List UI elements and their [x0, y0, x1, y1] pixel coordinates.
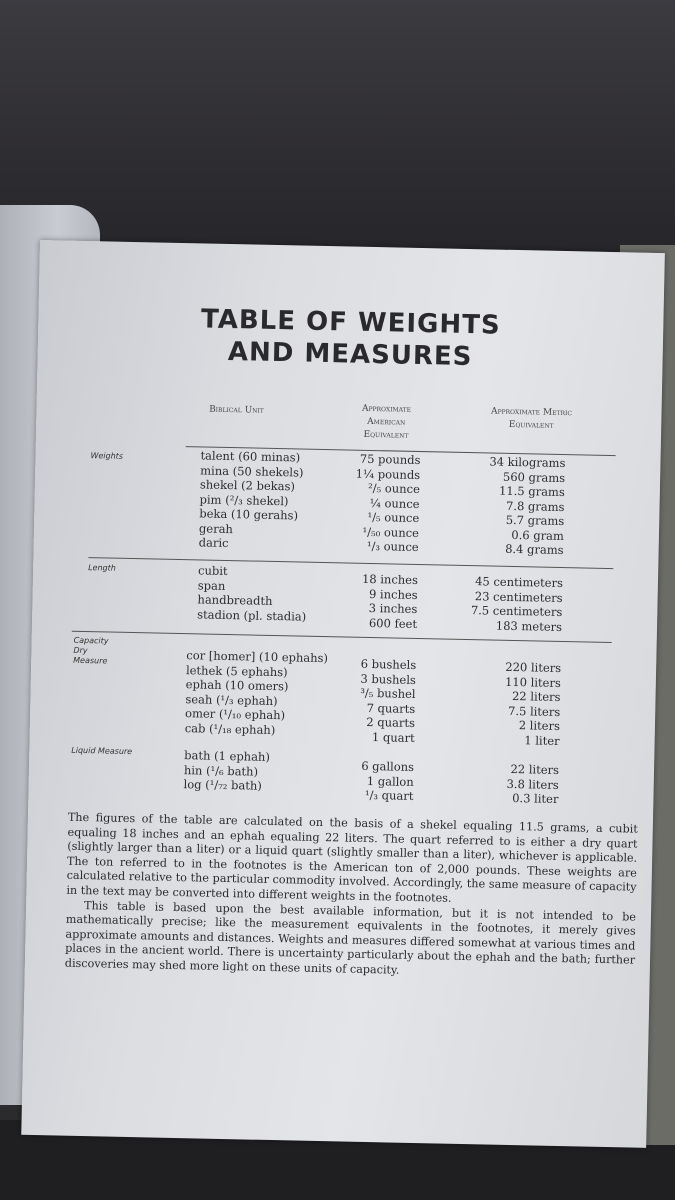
length-units: [197, 563, 307, 623]
unit-cell: talent (60 minas): [200, 448, 301, 465]
unit-cell: omer (¹/₁₀ ephah): [184, 706, 286, 723]
liquid-metric: [458, 761, 559, 807]
book-page: [21, 240, 665, 1148]
american-cell: ¹/₃ ounce: [366, 538, 419, 554]
unit-cell: hin (¹/₆ bath): [183, 762, 259, 779]
american-cell: ²/₅ ounce: [367, 480, 421, 497]
metric-cell: 7.8 grams: [505, 498, 565, 514]
american-cell: 1 quart: [371, 729, 415, 745]
unit-cell: span: [197, 577, 226, 593]
unit-cell: handbreadth: [197, 592, 273, 608]
metric-cell: 3.8 liters: [506, 776, 559, 792]
title-line-1: TABLE OF WEIGHTS: [200, 304, 501, 341]
american-cell: 1¼ pounds: [355, 466, 421, 482]
section-label-dry-measure: Capacity Dry Measure: [73, 635, 109, 666]
american-cell: 2 quarts: [366, 714, 416, 730]
american-cell: 7 quarts: [366, 700, 416, 716]
unit-cell: pim (²/₃ shekel): [199, 491, 289, 508]
unit-cell: log (¹/₇₂ bath): [183, 777, 262, 793]
american-cell: 9 inches: [368, 586, 418, 602]
length-american: [332, 571, 418, 631]
metric-cell: 8.4 grams: [505, 541, 564, 558]
page-title: [37, 300, 663, 377]
metric-cell: 34 kilograms: [489, 454, 566, 471]
header-biblical-unit: Biblical Unit: [209, 404, 264, 416]
metric-cell: 560 grams: [502, 469, 566, 485]
unit-cell: gerah: [198, 520, 234, 536]
metric-cell: 1 liter: [524, 732, 560, 748]
title-line-2: AND MEASURES: [227, 336, 473, 373]
liquid-units: [183, 748, 270, 793]
section-rule: [88, 557, 613, 569]
unit-cell: seah (¹/₃ ephah): [185, 691, 278, 708]
metric-cell: 110 liters: [504, 674, 561, 690]
american-cell: ¹/₃ quart: [364, 787, 414, 803]
background-fabric: [0, 0, 675, 260]
section-label-liquid-measure: Liquid Measure: [71, 745, 133, 757]
american-cell: 6 gallons: [361, 758, 415, 774]
american-cell: ¼ ounce: [369, 495, 420, 511]
unit-cell: ephah (10 omers): [185, 677, 289, 694]
unit-cell: stadion (pl. stadia): [197, 606, 307, 624]
american-cell: ³/₅ bushel: [360, 685, 416, 701]
dry-american: [330, 656, 417, 745]
american-cell: 3 bushels: [360, 671, 417, 687]
american-cell: ¹/₅₀ ounce: [362, 524, 420, 540]
unit-cell: mina (50 shekels): [200, 462, 304, 480]
metric-cell: 0.3 liter: [512, 791, 559, 806]
header-american: Approximate American Equivalent: [361, 403, 412, 441]
header-metric: Approximate Metric Equivalent: [490, 406, 573, 431]
liquid-american: [328, 758, 414, 803]
metric-cell: 7.5 liters: [507, 703, 561, 719]
weights-american: [334, 451, 421, 554]
section-label-length: Length: [88, 563, 116, 573]
american-cell: 75 pounds: [359, 451, 421, 468]
note-paragraph-2: This table is based upon the best available information, but it is not intended to be mathematically precise; like the measurement equivalents in the footnotes, it merely gives approximate amounts and distances. Weights and measures differed somewhat at various times and places in the ancient world. There is uncertainty particularly about the ephah and the bath; further discoveries may shed more light on these units of capacity.: [64, 898, 637, 977]
american-cell: 3 inches: [368, 600, 418, 616]
american-cell: 18 inches: [361, 571, 419, 587]
dry-metric: [459, 659, 561, 748]
unit-cell: cubit: [197, 563, 228, 579]
unit-cell: cab (¹/₁₈ ephah): [184, 720, 276, 737]
american-cell: 600 feet: [368, 615, 418, 631]
metric-cell: 7.5 centimeters: [470, 603, 563, 620]
metric-cell: 5.7 grams: [505, 512, 565, 529]
weights-metric: [463, 454, 565, 558]
note-paragraph-1: The figures of the table are calculated on the basis of a shekel equaling 11.5 grams, a cubit equaling 18 inches and an ephah equaling 22 liters. The quart referred to is either a dry quart (slightly larger than a liter) or a liquid quart (slightly smaller than a liter), whichever is applicable. The ton referred to in the footnotes is the American ton of 2,000 pounds. These weights are calculated relative to the particular commodity involved. Accordingly, the same measure of capacity in the text may be converted into different weights in the footnotes.: [66, 810, 638, 905]
unit-cell: cor [homer] (10 ephahs): [186, 648, 329, 666]
unit-cell: daric: [198, 535, 229, 551]
metric-cell: 22 liters: [511, 688, 561, 705]
metric-cell: 183 meters: [495, 618, 563, 634]
unit-cell: beka (10 gerahs): [199, 506, 299, 523]
notes: [65, 811, 638, 983]
dry-units: [185, 648, 328, 738]
length-metric: [457, 574, 563, 634]
metric-cell: 22 liters: [510, 761, 560, 777]
section-label-weights: Weights: [90, 451, 124, 461]
metric-cell: 11.5 grams: [498, 483, 565, 500]
american-cell: ¹/₅ ounce: [367, 509, 420, 526]
metric-cell: 23 centimeters: [474, 588, 563, 605]
metric-cell: 220 liters: [505, 659, 562, 676]
metric-cell: 2 liters: [518, 718, 561, 733]
metric-cell: 0.6 gram: [511, 527, 565, 543]
metric-cell: 45 centimeters: [475, 574, 564, 591]
weights-units: [199, 448, 304, 552]
unit-cell: lethek (5 ephahs): [185, 662, 288, 679]
american-cell: 1 gallon: [366, 773, 414, 789]
unit-cell: shekel (2 bekas): [199, 477, 296, 494]
unit-cell: bath (1 ephah): [184, 748, 271, 764]
american-cell: 6 bushels: [360, 656, 417, 672]
